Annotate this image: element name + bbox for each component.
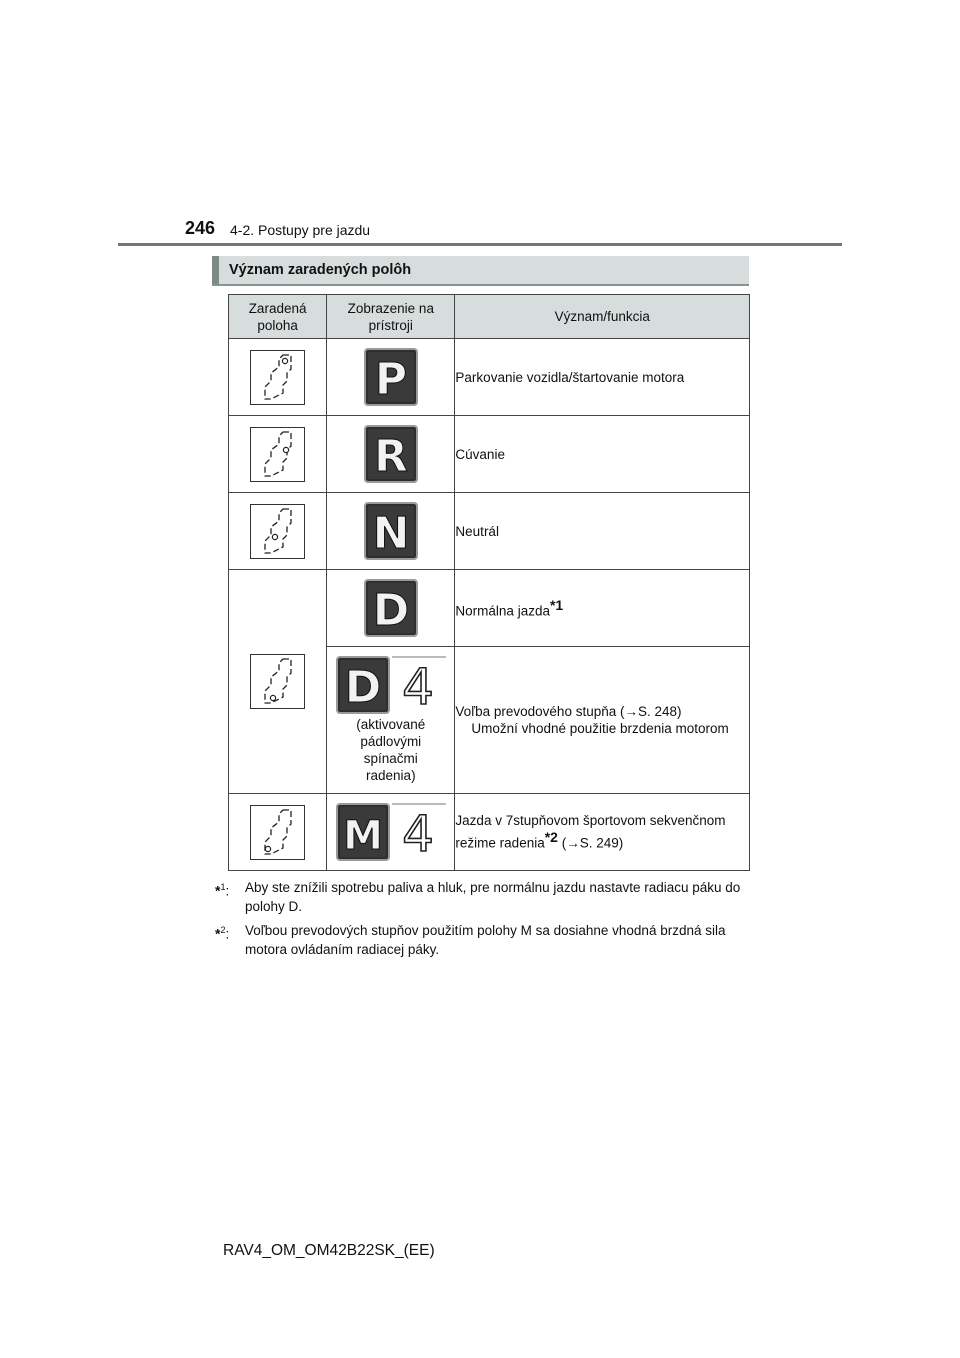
shift-position-table <box>228 294 750 871</box>
heading-title: Význam zaradených polôh <box>229 262 412 278</box>
footnote-text: Voľbou prevodových stupňov použitím polohy M sa dosiahne vhodná brzdná sila motora ovládaním radiacej páky. <box>245 923 726 957</box>
gear-d4-number: 4 <box>401 658 434 714</box>
table-row <box>229 570 750 647</box>
footnote-star: * <box>215 925 221 942</box>
table-header-row <box>229 295 750 339</box>
footnote-ref: *1 <box>549 596 564 613</box>
gear-n-icon <box>364 502 418 560</box>
gear-r-icon <box>364 425 418 483</box>
shift-gate-r-icon <box>250 427 305 482</box>
table-row <box>229 493 750 570</box>
gear-m4-icon <box>336 803 446 861</box>
gate-cell <box>229 794 327 871</box>
heading-accent <box>212 256 219 284</box>
column-header: Význam/funkcia <box>455 295 750 339</box>
gear-r-letter: R <box>373 431 408 482</box>
desc-cell <box>455 647 750 794</box>
footnote <box>215 921 745 959</box>
table-row <box>229 794 750 871</box>
footnote-ref: *2 <box>544 829 558 846</box>
shift-gate-n-icon <box>250 504 305 559</box>
gate-cell <box>229 416 327 493</box>
document-code: RAV4_OM_OM42B22SK_(EE) <box>223 1242 435 1259</box>
table-row <box>229 416 750 493</box>
shift-gate-m-icon <box>250 805 305 860</box>
desc-text: Normálna jazda <box>455 603 550 619</box>
footnote-marker: *$^2$: <box>215 925 230 942</box>
footnote-number: 1 <box>220 882 226 892</box>
header-rule <box>118 243 842 246</box>
badge-cell <box>327 570 455 647</box>
section-title: 4-2. Postupy pre jazdu <box>230 222 371 238</box>
desc-cell <box>455 794 750 871</box>
footnote-star: * <box>215 882 221 899</box>
gear-n-letter: N <box>372 508 410 559</box>
badge-cell <box>327 493 455 570</box>
gate-cell <box>229 493 327 570</box>
gear-m4-letter: M <box>342 813 383 859</box>
gear-p-letter: P <box>374 354 407 405</box>
gear-d-icon <box>364 579 418 637</box>
badge-cell <box>327 794 455 871</box>
gate-cell <box>229 339 327 416</box>
shift-gate-p-icon <box>250 350 305 405</box>
gear-p-icon <box>364 348 418 406</box>
desc-line: Voľba prevodového stupňa (→S. 248) <box>455 704 682 719</box>
gate-cell <box>229 570 327 794</box>
desc-cell: Neutrál <box>455 493 750 570</box>
badge-caption: (aktivované pádlovými spínačmi radenia) <box>356 717 426 783</box>
table-row <box>229 339 750 416</box>
gear-d4-icon <box>336 656 446 714</box>
badge-cell <box>327 416 455 493</box>
gear-d-letter: D <box>372 585 410 636</box>
desc-text: Jazda v 7stupňovom športovom sekvenčnom režime radenia <box>455 813 726 851</box>
badge-cell <box>327 339 455 416</box>
gear-m4-number: 4 <box>401 805 434 861</box>
column-header: Zobrazenie na prístroji <box>327 295 455 339</box>
footnote <box>215 878 745 916</box>
badge-cell <box>327 647 455 794</box>
shift-gate-d-icon <box>250 654 305 709</box>
footnote-number: 2 <box>220 925 226 935</box>
desc-cell <box>455 570 750 647</box>
desc-cell: Parkovanie vozidla/štartovanie motora <box>455 339 750 416</box>
heading-bar <box>212 256 749 286</box>
footnote-text: Aby ste znížili spotrebu paliva a hluk, pre normálnu jazdu nastavte radiacu páku do polohy D. <box>245 880 741 914</box>
desc-line: Umožní vhodné použitie brzdenia motorom <box>471 721 729 736</box>
page-number: 246 <box>185 218 216 238</box>
gear-d4-letter: D <box>344 662 382 713</box>
desc-text: (→S. 249) <box>561 835 624 851</box>
column-header: Zaradená poloha <box>229 295 327 339</box>
desc-cell: Cúvanie <box>455 416 750 493</box>
footnote-marker: *$^1$: <box>215 882 230 899</box>
